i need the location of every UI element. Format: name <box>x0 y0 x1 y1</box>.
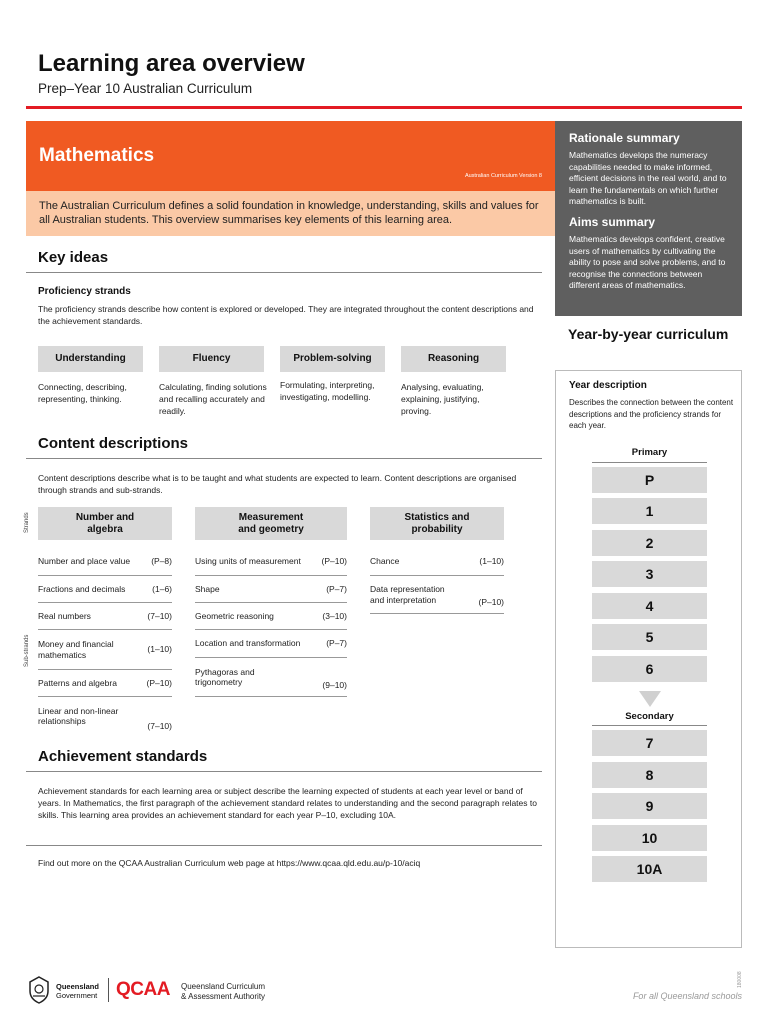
qld-government-logo: Queensland Government <box>56 982 99 1000</box>
substrand-list-number-algebra <box>38 548 172 735</box>
list-item: Money and financial mathematics (1–10) <box>38 630 172 670</box>
qcaa-logo: QCAA <box>116 979 170 1000</box>
strand-fluency-desc: Calculating, finding solutions and recalling accurately and readily. <box>159 382 267 416</box>
list-item: Location and transformation (P–7) <box>195 630 347 658</box>
list-item: Patterns and algebra (P–10) <box>38 670 172 697</box>
qcaa-name: Queensland Curriculum & Assessment Authority <box>181 982 266 1001</box>
year-tile-6[interactable]: 6 <box>592 656 707 682</box>
intro-text: The Australian Curriculum defines a solid foundation in knowledge, understanding, skills and values for all Australian students. This overview summarises key elements of this learning area. <box>39 200 539 226</box>
divider <box>26 272 542 273</box>
year-tile-5[interactable]: 5 <box>592 624 707 650</box>
down-arrow-icon <box>639 691 661 707</box>
strand-measurement-geometry: Measurement and geometry <box>195 507 347 540</box>
list-item: Chance (1–10) <box>370 548 504 576</box>
strand-understanding-desc: Connecting, describing, representing, thinking. <box>38 382 127 404</box>
year-by-year-title: Year-by-year curriculum <box>568 326 729 342</box>
substrand-list-measurement-geometry <box>195 548 347 697</box>
year-tile-p[interactable]: P <box>592 467 707 493</box>
secondary-label: Secondary <box>625 711 674 722</box>
proficiency-strands-heading: Proficiency strands <box>38 286 131 297</box>
primary-label: Primary <box>631 447 668 458</box>
list-item: Data representation and interpretation (P–10) <box>370 576 504 614</box>
strand-understanding: Understanding <box>38 346 143 372</box>
content-description: Content descriptions describe what is to be taught and what students are expected to learn. Content descriptions are organised through strands and sub-strands. <box>38 473 517 495</box>
aims-text: Mathematics develops confident, creative users of mathematics by cultivating the ability to pose and solve problems, and to recognise the connections between different areas of mathematics. <box>569 234 726 290</box>
strands-side-label: Strands <box>24 512 30 533</box>
year-tile-9[interactable]: 9 <box>592 793 707 819</box>
year-tile-10a[interactable]: 10A <box>592 856 707 882</box>
subject-title: Mathematics <box>39 145 155 166</box>
document-code: 180008 <box>737 971 743 988</box>
achievement-standards-heading: Achievement standards <box>38 748 208 765</box>
strand-fluency: Fluency <box>159 346 264 372</box>
year-tile-8[interactable]: 8 <box>592 762 707 788</box>
year-tile-10[interactable]: 10 <box>592 825 707 851</box>
rationale-text: Mathematics develops the numeracy capabilities needed to make informed, efficient decisions in the real world, and to learn the fundamentals on which further mathematics is built. <box>569 150 727 206</box>
list-item: Using units of measurement (P–10) <box>195 548 347 576</box>
logo-divider <box>108 978 109 1002</box>
find-out-more-link[interactable]: Find out more on the QCAA Australian Curriculum web page at https://www.qcaa.qld.edu.au/p-10/aciq <box>38 858 421 868</box>
header-divider <box>26 106 742 109</box>
divider <box>26 771 542 772</box>
strand-problem-solving: Problem-solving <box>280 346 385 372</box>
intro-box <box>26 191 555 236</box>
strand-reasoning-desc: Analysing, evaluating, explaining, justifying, proving. <box>401 382 484 416</box>
proficiency-description: The proficiency strands describe how content is explored or developed. They are integrated throughout the content descriptions and the achievement standards. <box>38 304 534 326</box>
list-item: Real numbers (7–10) <box>38 603 172 630</box>
divider <box>26 458 542 459</box>
key-ideas-heading: Key ideas <box>38 249 109 266</box>
list-item: Pythagoras and trigonometry (9–10) <box>195 658 347 697</box>
year-tile-1[interactable]: 1 <box>592 498 707 524</box>
summary-panel <box>555 121 742 316</box>
strand-problem-solving-desc: Formulating, interpreting, investigating, modelling. <box>280 380 375 402</box>
subject-banner <box>26 121 555 191</box>
divider <box>26 845 542 846</box>
strand-number-algebra: Number and algebra <box>38 507 172 540</box>
list-item: Fractions and decimals (1–6) <box>38 576 172 603</box>
curriculum-version: Australian Curriculum Version 8 <box>464 173 542 179</box>
queensland-crest-icon <box>26 976 52 1004</box>
list-item: Number and place value (P–8) <box>38 548 172 576</box>
page-title: Learning area overview <box>38 50 305 77</box>
substrands-side-label: Sub-strands <box>24 634 30 667</box>
strand-statistics-probability: Statistics and probability <box>370 507 504 540</box>
list-item: Geometric reasoning (3–10) <box>195 603 347 630</box>
divider <box>592 462 707 463</box>
divider <box>592 725 707 726</box>
substrand-list-statistics-probability <box>370 548 504 614</box>
footer-tagline: For all Queensland schools <box>632 991 742 1001</box>
achievement-text: Achievement standards for each learning area or subject describe the learning expected of students at each year level or band of years. In Mathematics, the first paragraph of the achievement standard relates to understanding and the second paragraph relates to skills. This learning area provides an achievement standard for each year P–10, excluding 10A. <box>38 786 537 820</box>
list-item: Shape (P–7) <box>195 576 347 603</box>
aims-heading: Aims summary <box>569 215 656 229</box>
year-description-heading: Year description <box>569 380 647 391</box>
year-by-year-panel <box>555 370 742 948</box>
year-tile-2[interactable]: 2 <box>592 530 707 556</box>
list-item: Linear and non-linear relationships (7–10) <box>38 705 172 731</box>
year-tile-4[interactable]: 4 <box>592 593 707 619</box>
year-tile-7[interactable]: 7 <box>592 730 707 756</box>
strand-reasoning: Reasoning <box>401 346 506 372</box>
year-tile-3[interactable]: 3 <box>592 561 707 587</box>
rationale-heading: Rationale summary <box>569 131 680 145</box>
content-descriptions-heading: Content descriptions <box>38 435 189 452</box>
year-description-text: Describes the connection between the content descriptions and the proficiency strands for each year. <box>569 398 734 430</box>
page-subtitle: Prep–Year 10 Australian Curriculum <box>38 81 253 96</box>
